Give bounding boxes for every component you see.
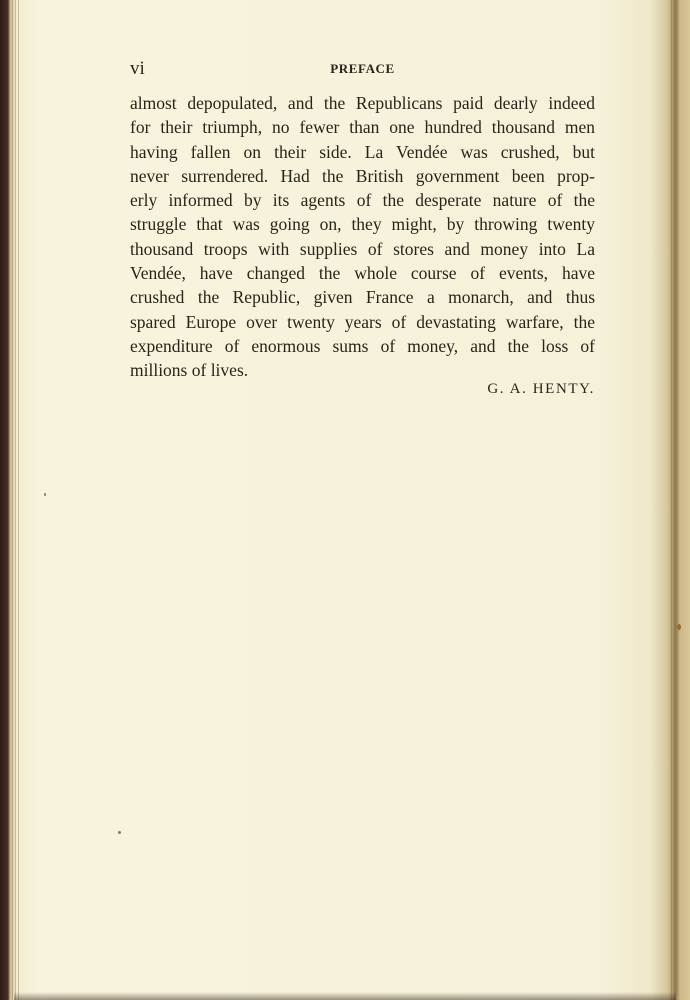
text-line: Vendée, have changed the whole course of events, have (130, 263, 595, 284)
paper-speck (677, 624, 681, 630)
page-edge-line (15, 0, 16, 1000)
page-edge-line (18, 0, 19, 1000)
text-line: struggle that was going on, they might, by throwing twenty (130, 214, 595, 235)
text-line: having fallen on their side. La Vendée was crushed, but (130, 141, 595, 162)
preface-text (130, 91, 595, 383)
text-line: expenditure of enormous sums of money, and the loss of (130, 335, 595, 356)
page-edge-line (674, 0, 675, 1000)
page-edge-line (12, 0, 13, 1000)
page-header (130, 58, 595, 82)
page-edge-line (671, 0, 672, 1000)
bottom-shadow (14, 992, 676, 1000)
text-line: crushed the Republic, given France a monarch, and thus (130, 287, 595, 308)
text-line: millions of lives. (130, 360, 249, 381)
text-line: spared Europe over twenty years of devastating warfare, the (130, 311, 595, 332)
paper-speck (44, 493, 46, 496)
page-number: vi (130, 58, 145, 79)
running-head: PREFACE (330, 61, 395, 76)
paper-speck (118, 831, 121, 834)
text-line: never surrendered. Had the British government been prop- (130, 165, 595, 186)
text-line: thousand troops with supplies of stores and money into La (130, 238, 595, 259)
text-line: erly informed by its agents of the desperate nature of the (130, 190, 595, 211)
text-line: for their triumph, no fewer than one hundred thousand men (130, 117, 595, 138)
author-signature: G. A. HENTY. (487, 381, 595, 397)
text-line: almost depopulated, and the Republicans paid dearly indeed (130, 93, 595, 113)
